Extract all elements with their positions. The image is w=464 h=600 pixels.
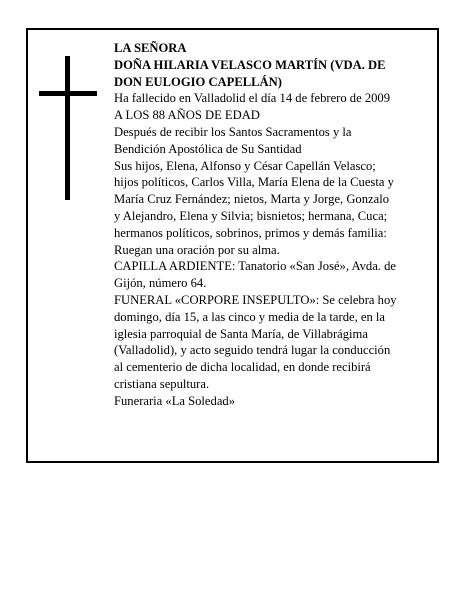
funeral-line-6: cristiana sepultura.	[114, 376, 210, 391]
family-line-3: María Cruz Fernández; nietos, Marta y Jorge, Gonzalo	[114, 192, 389, 207]
age-statement: A LOS 88 AÑOS DE EDAD	[114, 108, 260, 123]
notice-title: LA SEÑORA	[114, 41, 187, 55]
chapel-line-2: Gijón, número 64.	[114, 276, 207, 291]
funeral-line-1: FUNERAL «CORPORE INSEPULTO»: Se celebra hoy	[114, 292, 397, 307]
cross-horizontal-bar	[39, 91, 97, 96]
deceased-name-line-2: DON EULOGIO CAPELLÁN)	[114, 74, 282, 89]
funeral-line-4: (Valladolid), y acto seguido tendrá lugar la conducción	[114, 343, 391, 358]
funeral-home: Funeraria «La Soledad»	[114, 393, 235, 408]
chapel-line-1: CAPILLA ARDIENTE: Tanatorio «San José», Avda. de	[114, 259, 396, 274]
family-line-6: Ruegan una oración por su alma.	[114, 242, 280, 257]
death-statement: Ha fallecido en Valladolid el día 14 de febrero de 2009	[114, 91, 391, 106]
family-line-5: hermanos políticos, sobrinos, primos y demás familia:	[114, 225, 387, 240]
family-line-2: hijos políticos, Carlos Villa, María Elena de la Cuesta y	[114, 175, 394, 190]
cross-icon	[39, 56, 97, 200]
funeral-line-2: domingo, día 15, a las cinco y media de la tarde, en la	[114, 309, 386, 324]
sacraments-line-1: Después de recibir los Santos Sacramentos y la	[114, 124, 352, 139]
family-line-4: y Alejandro, Elena y Silvia; bisnietos; hermana, Cuca;	[114, 208, 388, 223]
sacraments-line-2: Bendición Apostólica de Su Santidad	[114, 141, 302, 156]
deceased-name-line-1: DOÑA HILARIA VELASCO MARTÍN (VDA. DE	[114, 57, 386, 72]
obituary-notice	[26, 28, 439, 463]
funeral-line-3: iglesia parroquial de Santa María, de Villabrágima	[114, 326, 368, 341]
cross-vertical-bar	[65, 56, 70, 200]
funeral-line-5: al cementerio de dicha localidad, en donde recibirá	[114, 360, 371, 375]
notice-text	[114, 40, 430, 410]
family-line-1: Sus hijos, Elena, Alfonso y César Capellán Velasco;	[114, 158, 376, 173]
